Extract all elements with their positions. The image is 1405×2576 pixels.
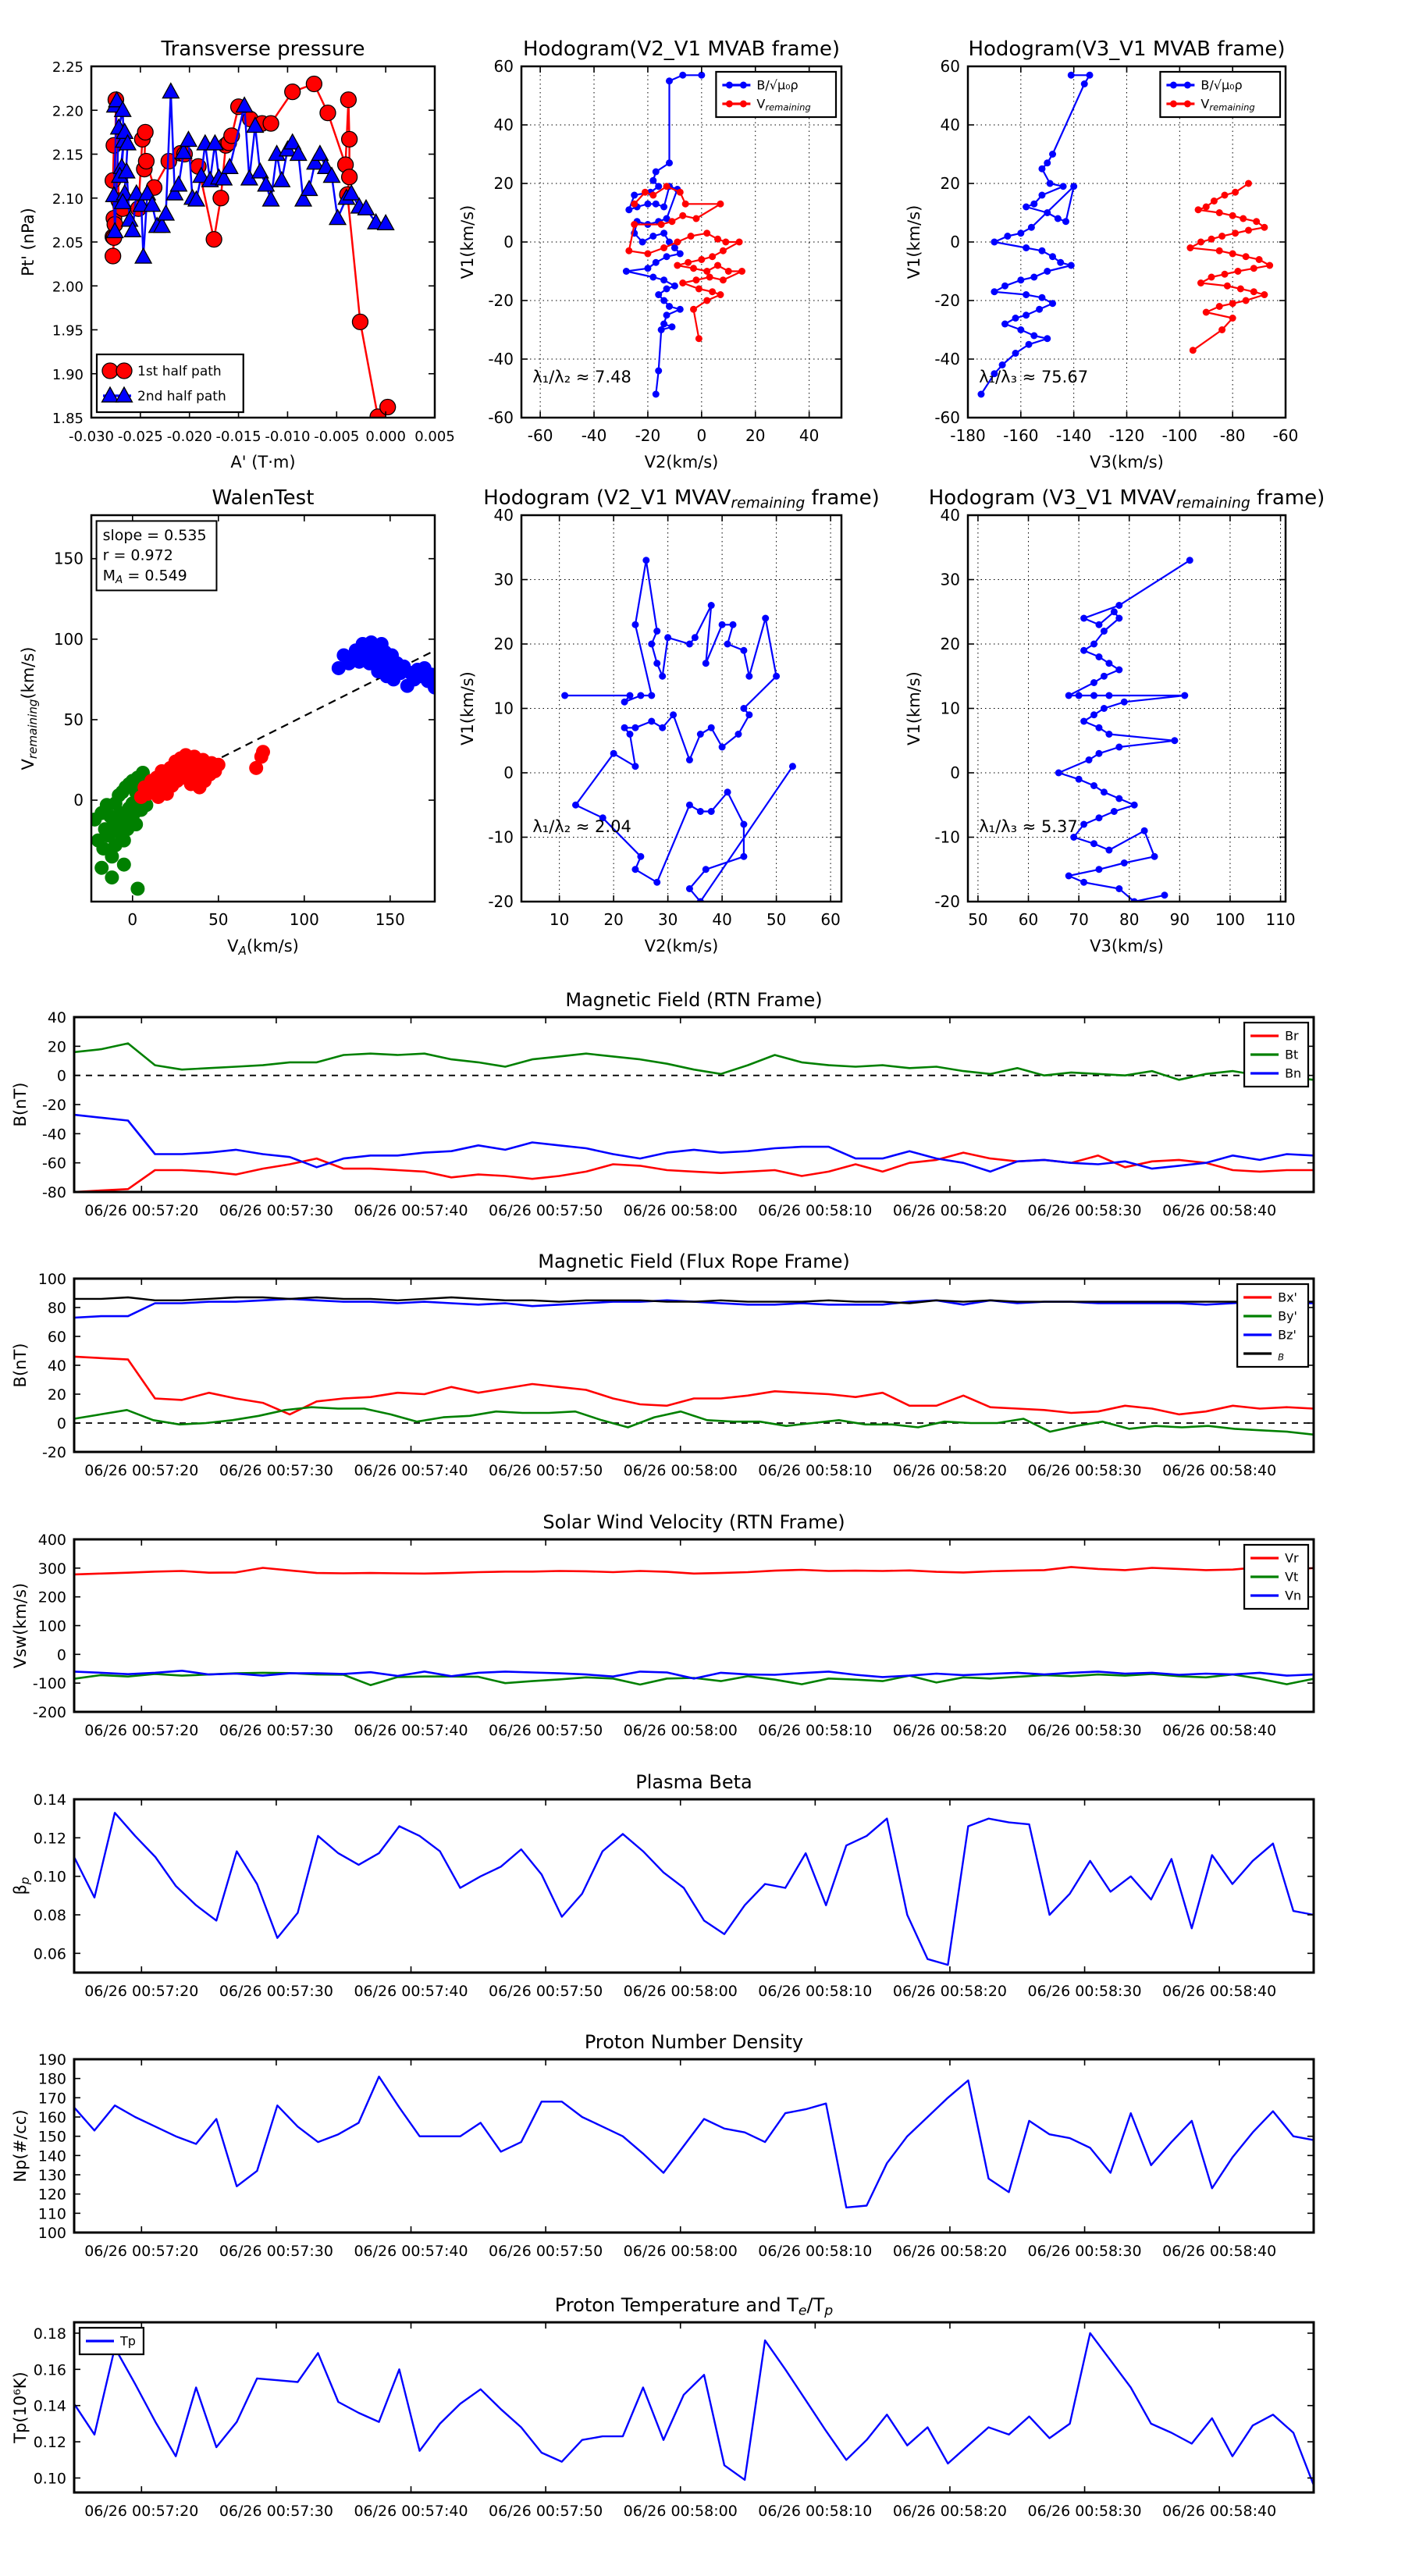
svg-text:-10: -10 [488, 827, 514, 847]
svg-text:06/26 00:57:50: 06/26 00:57:50 [489, 1462, 603, 1479]
series-group [561, 557, 796, 905]
svg-text:06/26 00:58:00: 06/26 00:58:00 [623, 2503, 738, 2520]
svg-text:40: 40 [47, 1009, 66, 1026]
svg-text:0: 0 [56, 1415, 66, 1432]
svg-text:06/26 00:58:30: 06/26 00:58:30 [1027, 1983, 1142, 2000]
panel-hodogram-v3v1-mvab [905, 37, 1298, 471]
svg-text:0: 0 [503, 233, 514, 251]
svg-text:slope = 0.535: slope = 0.535 [102, 527, 207, 545]
series-2 [74, 1153, 1314, 1192]
svg-text:06/26 00:57:40: 06/26 00:57:40 [354, 1202, 468, 1219]
legend-label: Bn [1285, 1066, 1302, 1081]
series-2 [74, 1115, 1314, 1172]
series-2 [74, 2076, 1314, 2208]
svg-text:06/26 00:57:20: 06/26 00:57:20 [84, 2503, 199, 2520]
svg-text:06/26 00:58:00: 06/26 00:58:00 [623, 1462, 738, 1479]
svg-text:60: 60 [1018, 910, 1039, 929]
svg-text:40: 40 [47, 1357, 66, 1375]
legend-label: Br [1285, 1028, 1299, 1044]
svg-text:06/26 00:57:40: 06/26 00:57:40 [354, 1983, 468, 2000]
svg-text:60: 60 [47, 1329, 66, 1346]
svg-text:-100: -100 [32, 1675, 66, 1693]
svg-text:2.05: 2.05 [52, 235, 84, 251]
svg-text:400: 400 [37, 1532, 66, 1549]
svg-text:0: 0 [950, 233, 960, 251]
svg-text:0: 0 [696, 426, 707, 445]
svg-text:-180: -180 [950, 426, 986, 445]
svg-text:06/26 00:58:30: 06/26 00:58:30 [1027, 2503, 1142, 2520]
svg-text:06/26 00:57:30: 06/26 00:57:30 [219, 1202, 333, 1219]
svg-text:110: 110 [1265, 910, 1296, 929]
panel-hodogram-v3v1-mvav [905, 486, 1325, 955]
svg-text:06/26 00:57:50: 06/26 00:57:50 [489, 2503, 603, 2520]
svg-text:30: 30 [657, 910, 678, 929]
svg-text:100: 100 [53, 629, 84, 649]
svg-text:1.90: 1.90 [52, 366, 84, 383]
svg-text:40: 40 [493, 116, 514, 134]
svg-text:-200: -200 [32, 1704, 66, 1721]
svg-text:-0.010: -0.010 [265, 429, 311, 445]
x-axis-label: V3(km/s) [1090, 937, 1164, 955]
svg-text:0.10: 0.10 [33, 2470, 66, 2488]
svg-text:0.005: 0.005 [414, 429, 455, 445]
svg-text:0.16: 0.16 [33, 2361, 66, 2379]
panel-proton-temperature [11, 2294, 1314, 2520]
svg-text:0: 0 [73, 791, 84, 810]
y-axis-label: V1(km/s) [905, 205, 923, 279]
panel-plasma-beta [11, 1771, 1314, 2000]
svg-text:06/26 00:58:40: 06/26 00:58:40 [1162, 2243, 1277, 2260]
svg-text:100: 100 [1215, 910, 1246, 929]
x-axis-label: A' (T·m) [230, 453, 296, 471]
svg-text:06/26 00:58:30: 06/26 00:58:30 [1027, 1462, 1142, 1479]
svg-text:06/26 00:58:20: 06/26 00:58:20 [892, 1202, 1008, 1219]
svg-text:10: 10 [493, 699, 514, 718]
svg-text:10: 10 [940, 699, 960, 718]
svg-text:06/26 00:58:20: 06/26 00:58:20 [892, 2243, 1008, 2260]
svg-text:06/26 00:58:10: 06/26 00:58:10 [758, 1462, 873, 1479]
svg-text:06/26 00:58:20: 06/26 00:58:20 [892, 2503, 1008, 2520]
svg-text:06/26 00:57:50: 06/26 00:57:50 [489, 1983, 603, 2000]
svg-text:06/26 00:58:20: 06/26 00:58:20 [892, 1722, 1008, 1739]
svg-text:40: 40 [712, 910, 732, 929]
svg-text:-10: -10 [934, 827, 960, 847]
annotation: λ₁/λ₃ ≈ 75.67 [979, 368, 1089, 386]
svg-text:180: 180 [37, 2070, 66, 2088]
svg-text:1.95: 1.95 [52, 322, 84, 340]
svg-text:40: 40 [940, 116, 960, 134]
svg-text:0.06: 0.06 [33, 1945, 66, 1963]
legend-label: B/√μ₀ρ [756, 77, 799, 93]
panel-hodogram-v2v1-mvab [458, 37, 841, 471]
svg-text:06/26 00:57:40: 06/26 00:57:40 [354, 2503, 468, 2520]
svg-text:-80: -80 [1219, 426, 1246, 445]
y-axis-label: Vremaining(km/s) [19, 646, 40, 770]
y-axis-label: Tp(10⁶K) [11, 2371, 30, 2443]
svg-text:20: 20 [940, 635, 960, 653]
panel-title: Hodogram (V2_V1 MVAVremaining frame) [483, 486, 880, 512]
annotation: λ₁/λ₂ ≈ 7.48 [532, 368, 631, 386]
svg-text:-80: -80 [41, 1184, 66, 1201]
svg-text:100: 100 [37, 1271, 66, 1288]
y-axis-label: Vsw(km/s) [11, 1582, 30, 1669]
svg-text:06/26 00:58:10: 06/26 00:58:10 [758, 2503, 873, 2520]
y-axis-label: Np(#/cc) [11, 2109, 30, 2183]
y-axis-label: B(nT) [11, 1343, 30, 1388]
panel-title: Proton Number Density [584, 2031, 804, 2053]
svg-text:06/26 00:58:10: 06/26 00:58:10 [758, 1722, 873, 1739]
svg-text:06/26 00:58:20: 06/26 00:58:20 [892, 1462, 1008, 1479]
panel-title: Hodogram (V3_V1 MVAVremaining frame) [928, 486, 1325, 512]
y-axis-label: V1(km/s) [458, 671, 477, 745]
svg-text:130: 130 [37, 2167, 66, 2184]
svg-text:06/26 00:57:40: 06/26 00:57:40 [354, 1722, 468, 1739]
svg-text:06/26 00:57:30: 06/26 00:57:30 [219, 1722, 333, 1739]
svg-text:40: 40 [493, 506, 514, 525]
svg-text:100: 100 [37, 2225, 66, 2242]
legend-label: B/√μ₀ρ [1200, 77, 1243, 93]
legend-label: Bx' [1278, 1290, 1297, 1305]
svg-text:30: 30 [493, 570, 514, 589]
svg-text:-20: -20 [934, 892, 960, 911]
series-group [74, 2076, 1314, 2208]
svg-text:-60: -60 [41, 1155, 66, 1172]
legend-label: Bt [1285, 1047, 1299, 1062]
legend-label: 2nd half path [137, 388, 226, 404]
svg-text:06/26 00:58:40: 06/26 00:58:40 [1162, 2503, 1277, 2520]
svg-text:06/26 00:57:30: 06/26 00:57:30 [219, 1983, 333, 2000]
panel-hodogram-v2v1-mvav [458, 486, 880, 955]
svg-text:06/26 00:57:20: 06/26 00:57:20 [84, 1462, 199, 1479]
legend-label: By' [1278, 1308, 1297, 1324]
svg-text:-160: -160 [1003, 426, 1039, 445]
svg-text:-100: -100 [1161, 426, 1198, 445]
svg-text:-20: -20 [934, 291, 960, 310]
svg-text:r = 0.972: r = 0.972 [102, 546, 173, 564]
svg-text:0.18: 0.18 [33, 2325, 66, 2343]
svg-text:60: 60 [820, 910, 841, 929]
svg-text:10: 10 [549, 910, 570, 929]
svg-text:40: 40 [940, 506, 960, 525]
svg-text:06/26 00:57:20: 06/26 00:57:20 [84, 1722, 199, 1739]
svg-text:06/26 00:57:20: 06/26 00:57:20 [84, 1202, 199, 1219]
svg-text:20: 20 [47, 1386, 66, 1404]
panel-title: Hodogram(V3_V1 MVAB frame) [968, 37, 1286, 61]
svg-text:-140: -140 [1055, 426, 1092, 445]
svg-text:170: 170 [37, 2090, 66, 2108]
svg-text:1.85: 1.85 [52, 411, 84, 427]
svg-text:06/26 00:58:20: 06/26 00:58:20 [892, 1983, 1008, 2000]
x-axis-label: V2(km/s) [644, 453, 719, 471]
svg-text:160: 160 [37, 2109, 66, 2126]
legend-label: Vremaining [1200, 96, 1255, 113]
svg-text:-0.030: -0.030 [68, 429, 115, 445]
svg-text:-20: -20 [635, 426, 661, 445]
svg-text:06/26 00:58:00: 06/26 00:58:00 [623, 1722, 738, 1739]
svg-text:-20: -20 [488, 291, 514, 310]
svg-text:100: 100 [289, 910, 319, 929]
svg-text:MA = 0.549: MA = 0.549 [102, 567, 187, 586]
svg-text:-20: -20 [41, 1097, 66, 1114]
series-group [74, 1813, 1314, 1965]
series-group [87, 635, 442, 896]
svg-text:20: 20 [745, 426, 766, 445]
series-10 [565, 560, 793, 902]
series-group [74, 2333, 1314, 2485]
svg-text:06/26 00:58:30: 06/26 00:58:30 [1027, 1202, 1142, 1219]
svg-text:06/26 00:58:00: 06/26 00:58:00 [623, 1983, 738, 2000]
legend-label: Bz' [1278, 1327, 1297, 1343]
svg-text:150: 150 [53, 549, 84, 568]
series-2 [74, 1044, 1314, 1080]
svg-text:50: 50 [968, 910, 988, 929]
svg-text:20: 20 [47, 1038, 66, 1056]
svg-text:0.12: 0.12 [33, 2434, 66, 2452]
svg-text:0.10: 0.10 [33, 1868, 66, 1886]
series-group [74, 1567, 1314, 1685]
series-6 [74, 1813, 1314, 1965]
panel-title: Plasma Beta [635, 1771, 752, 1793]
svg-text:150: 150 [375, 910, 405, 929]
panel-walen-test [19, 486, 442, 958]
svg-text:110: 110 [37, 2205, 66, 2223]
svg-text:120: 120 [37, 2186, 66, 2204]
svg-text:06/26 00:58:40: 06/26 00:58:40 [1162, 1202, 1277, 1219]
svg-text:300: 300 [37, 1560, 66, 1578]
svg-text:-0.005: -0.005 [314, 429, 360, 445]
svg-text:06/26 00:58:40: 06/26 00:58:40 [1162, 1462, 1277, 1479]
panel-proton-number-density [11, 2031, 1314, 2260]
svg-text:50: 50 [766, 910, 787, 929]
panel-mag-field-rtn [11, 989, 1314, 1219]
series-2 [74, 2333, 1314, 2485]
svg-text:0.08: 0.08 [33, 1907, 66, 1924]
svg-text:-0.020: -0.020 [166, 429, 212, 445]
y-axis-label: B(nT) [11, 1082, 30, 1127]
svg-text:50: 50 [208, 910, 229, 929]
svg-text:-40: -40 [41, 1126, 66, 1144]
svg-text:-20: -20 [41, 1444, 66, 1461]
svg-text:0: 0 [56, 1067, 66, 1085]
x-axis-label: V3(km/s) [1090, 453, 1164, 471]
annotation: λ₁/λ₃ ≈ 5.37 [979, 817, 1078, 836]
svg-text:150: 150 [37, 2128, 66, 2146]
svg-text:06/26 00:58:10: 06/26 00:58:10 [758, 1983, 873, 2000]
svg-text:06/26 00:57:30: 06/26 00:57:30 [219, 1462, 333, 1479]
panel-solar-wind-velocity [11, 1511, 1314, 1739]
series-group [74, 1297, 1314, 1435]
svg-text:06/26 00:57:50: 06/26 00:57:50 [489, 1722, 603, 1739]
svg-text:06/26 00:57:30: 06/26 00:57:30 [219, 2243, 333, 2260]
svg-text:-60: -60 [934, 408, 960, 427]
series-group [1055, 557, 1193, 905]
svg-text:2.00: 2.00 [52, 279, 84, 296]
svg-text:20: 20 [603, 910, 624, 929]
annotation: λ₁/λ₂ ≈ 2.04 [532, 817, 631, 836]
panel-title: Hodogram(V2_V1 MVAB frame) [522, 37, 841, 61]
legend-label: Tp [120, 2333, 136, 2349]
series-10 [1190, 183, 1270, 350]
svg-text:-60: -60 [1272, 426, 1299, 445]
svg-text:190: 190 [37, 2051, 66, 2069]
svg-text:06/26 00:58:10: 06/26 00:58:10 [758, 2243, 873, 2260]
panel-transverse-pressure [19, 37, 455, 471]
svg-text:-40: -40 [934, 350, 960, 368]
svg-text:30: 30 [940, 570, 960, 589]
legend-label: Vn [1285, 1588, 1302, 1603]
svg-text:-120: -120 [1108, 426, 1145, 445]
svg-text:06/26 00:58:30: 06/26 00:58:30 [1027, 1722, 1142, 1739]
series-10 [1058, 560, 1190, 902]
svg-text:06/26 00:57:40: 06/26 00:57:40 [354, 1462, 468, 1479]
svg-text:0: 0 [56, 1646, 66, 1664]
series-3 [74, 1407, 1314, 1435]
svg-text:06/26 00:57:30: 06/26 00:57:30 [219, 2503, 333, 2520]
y-axis-label: V1(km/s) [905, 671, 923, 745]
y-axis-label: βp [11, 1877, 32, 1895]
x-axis-label: VA(km/s) [227, 937, 299, 958]
svg-text:-20: -20 [488, 892, 514, 911]
svg-text:0: 0 [950, 763, 960, 782]
panel-title: Transverse pressure [161, 37, 365, 61]
svg-text:-60: -60 [527, 426, 553, 445]
svg-text:06/26 00:58:30: 06/26 00:58:30 [1027, 2243, 1142, 2260]
svg-text:200: 200 [37, 1589, 66, 1606]
x-axis-label: V2(km/s) [644, 937, 719, 955]
legend-label: 1st half path [137, 363, 222, 379]
svg-text:140: 140 [37, 2147, 66, 2165]
svg-text:06/26 00:57:50: 06/26 00:57:50 [489, 1202, 603, 1219]
svg-text:-60: -60 [488, 408, 514, 427]
svg-text:-0.015: -0.015 [215, 429, 261, 445]
svg-text:60: 60 [940, 57, 960, 76]
svg-text:0.14: 0.14 [33, 2397, 66, 2415]
svg-text:70: 70 [1069, 910, 1089, 929]
svg-text:20: 20 [493, 635, 514, 653]
series-6 [981, 75, 1090, 394]
svg-text:40: 40 [799, 426, 820, 445]
panel-mag-field-flux-rope [11, 1251, 1314, 1479]
y-axis-label: V1(km/s) [458, 205, 477, 279]
series-2 [74, 1567, 1314, 1574]
svg-text:06/26 00:57:20: 06/26 00:57:20 [84, 2243, 199, 2260]
series-group [623, 72, 745, 398]
svg-text:2.20: 2.20 [52, 103, 84, 120]
svg-text:-40: -40 [488, 350, 514, 368]
svg-text:90: 90 [1169, 910, 1190, 929]
legend-label: Vr [1285, 1550, 1299, 1566]
svg-text:0.14: 0.14 [33, 1791, 66, 1809]
panel-title: Proton Temperature and Te/Tp [554, 2294, 834, 2319]
legend-label: Vremaining [756, 96, 811, 113]
svg-text:0.12: 0.12 [33, 1830, 66, 1848]
svg-text:06/26 00:57:20: 06/26 00:57:20 [84, 1983, 199, 2000]
svg-text:2.15: 2.15 [52, 147, 84, 164]
panel-title: Solar Wind Velocity (RTN Frame) [542, 1511, 845, 1533]
svg-text:-0.025: -0.025 [117, 429, 163, 445]
svg-text:06/26 00:57:40: 06/26 00:57:40 [354, 2243, 468, 2260]
y-axis-label: Pt' (nPa) [19, 208, 37, 276]
svg-text:0.000: 0.000 [365, 429, 406, 445]
legend-label: B [1278, 1351, 1285, 1363]
svg-text:100: 100 [37, 1617, 66, 1635]
svg-text:50: 50 [63, 710, 84, 729]
svg-text:0: 0 [503, 763, 514, 782]
series-3 [74, 1357, 1314, 1414]
panel-title: Magnetic Field (Flux Rope Frame) [538, 1251, 850, 1272]
svg-text:06/26 00:58:10: 06/26 00:58:10 [758, 1202, 873, 1219]
legend-label: Vt [1285, 1569, 1299, 1585]
svg-text:06/26 00:58:00: 06/26 00:58:00 [623, 1202, 738, 1219]
svg-text:80: 80 [1119, 910, 1140, 929]
svg-text:06/26 00:58:40: 06/26 00:58:40 [1162, 1983, 1277, 2000]
panel-title: Magnetic Field (RTN Frame) [565, 989, 823, 1011]
panel-title: WalenTest [212, 486, 315, 510]
series-group [74, 1044, 1314, 1192]
svg-text:80: 80 [47, 1300, 66, 1317]
svg-text:-40: -40 [581, 426, 607, 445]
svg-text:20: 20 [493, 174, 514, 193]
svg-text:06/26 00:58:40: 06/26 00:58:40 [1162, 1722, 1277, 1739]
svg-text:06/26 00:58:00: 06/26 00:58:00 [623, 2243, 738, 2260]
svg-text:06/26 00:57:50: 06/26 00:57:50 [489, 2243, 603, 2260]
svg-text:60: 60 [493, 57, 514, 76]
series-group [977, 72, 1273, 398]
svg-text:20: 20 [940, 174, 960, 193]
svg-text:0: 0 [127, 910, 138, 929]
svg-text:2.10: 2.10 [52, 190, 84, 208]
svg-text:2.25: 2.25 [52, 59, 84, 76]
